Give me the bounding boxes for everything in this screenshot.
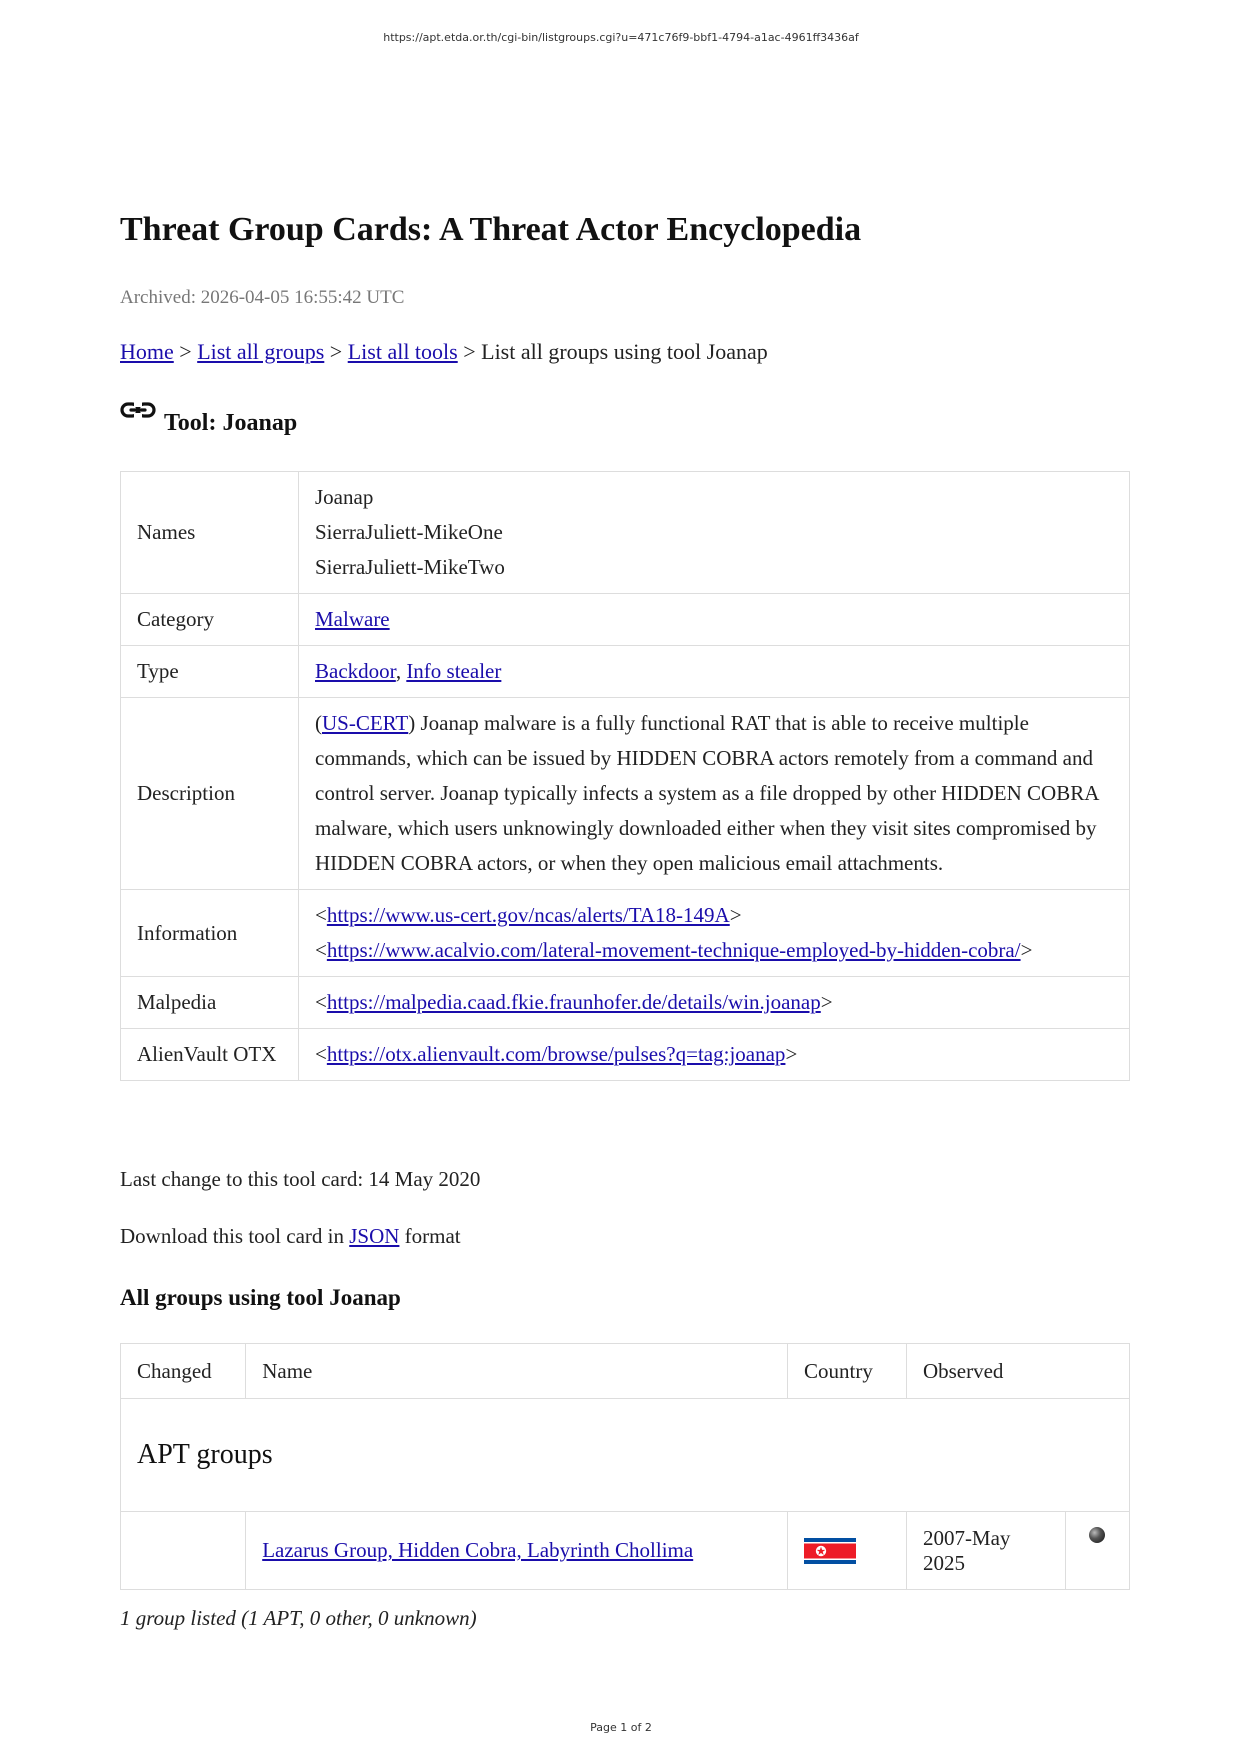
tool-card-table — [120, 471, 1130, 1081]
archived-timestamp: Archived: 2026-04-05 16:55:42 UTC — [120, 287, 405, 308]
description-source-link[interactable]: US-CERT — [322, 711, 409, 735]
information-link-us-cert[interactable]: https://www.us-cert.gov/ncas/alerts/TA18-149A — [326, 903, 730, 927]
description-row — [121, 698, 1130, 890]
type-info-stealer-link[interactable]: Info stealer — [406, 659, 502, 683]
breadcrumb-list-groups-link[interactable]: List all groups — [197, 339, 325, 364]
angle-open: < — [315, 903, 327, 927]
type-label: Type — [121, 646, 299, 698]
angle-close: > — [785, 1042, 798, 1066]
angle-open: < — [315, 990, 327, 1014]
angle-close: > — [729, 903, 742, 927]
breadcrumb-list-tools-link[interactable]: List all tools — [347, 339, 458, 364]
names-row — [121, 472, 1130, 594]
angle-open: < — [315, 938, 327, 962]
apt-section-heading: APT groups — [121, 1399, 1130, 1512]
download-line — [120, 1224, 461, 1249]
name-item: SierraJuliett-MikeOne — [315, 520, 503, 544]
otx-link[interactable]: https://otx.alienvault.com/browse/pulses?q=tag:joanap — [326, 1042, 786, 1066]
angle-close: > — [1020, 938, 1033, 962]
description-value — [299, 698, 1130, 890]
table-row — [121, 1512, 1130, 1590]
malpedia-label: Malpedia — [121, 977, 299, 1029]
row-status — [1065, 1512, 1129, 1590]
information-link-acalvio[interactable]: https://www.acalvio.com/lateral-movement-technique-employed-by-hidden-cobra/ — [326, 938, 1021, 962]
row-observed: 2007-May 2025 — [906, 1512, 1065, 1590]
page-footer: Page 1 of 2 — [590, 1721, 652, 1734]
otx-value — [299, 1029, 1130, 1081]
angle-open: < — [315, 1042, 327, 1066]
information-label: Information — [121, 890, 299, 977]
groups-header-row — [121, 1344, 1130, 1399]
groups-summary: 1 group listed (1 APT, 0 other, 0 unknown) — [120, 1606, 477, 1630]
type-value — [299, 646, 1130, 698]
breadcrumb — [120, 339, 768, 365]
malpedia-link[interactable]: https://malpedia.caad.fkie.fraunhofer.de/details/win.joanap — [326, 990, 821, 1014]
last-change-text: Last change to this tool card: 14 May 2020 — [120, 1167, 481, 1191]
type-separator: , — [395, 659, 407, 683]
north-korea-flag-icon — [804, 1538, 856, 1564]
name-item: SierraJuliett-MikeTwo — [315, 555, 505, 579]
header-observed: Observed — [906, 1344, 1129, 1399]
breadcrumb-home-link[interactable]: Home — [120, 339, 174, 364]
tool-heading-text: Tool: Joanap — [164, 410, 298, 436]
header-name: Name — [246, 1344, 788, 1399]
angle-close: > — [820, 990, 833, 1014]
category-row — [121, 594, 1130, 646]
row-changed — [121, 1512, 246, 1590]
names-value — [299, 472, 1130, 594]
type-row — [121, 646, 1130, 698]
page-title: Threat Group Cards: A Threat Actor Encyclopedia — [120, 211, 862, 248]
malpedia-value — [299, 977, 1130, 1029]
breadcrumb-current: > List all groups using tool Joanap — [457, 339, 768, 364]
description-text: ) Joanap malware is a fully functional RAT that is able to receive multiple commands, which can be issued by HIDDEN COBRA actors remotely from a command and control server. Joanap typically infects a system as a file dropped by other HIDDEN COBRA malware, which users unknowingly downloaded either when they visit sites compromised by HIDDEN COBRA actors, or when they open malicious email attachments. — [315, 711, 1099, 875]
breadcrumb-separator: > — [173, 339, 198, 364]
download-json-link[interactable]: JSON — [349, 1224, 400, 1248]
information-link-line — [315, 898, 1113, 933]
tool-heading — [120, 402, 297, 437]
category-malware-link[interactable]: Malware — [315, 607, 390, 631]
header-country: Country — [788, 1344, 907, 1399]
groups-heading: All groups using tool Joanap — [120, 1285, 401, 1310]
download-suffix: format — [399, 1224, 461, 1248]
malpedia-row — [121, 977, 1130, 1029]
otx-label: AlienVault OTX — [121, 1029, 299, 1081]
information-link-line — [315, 933, 1113, 968]
description-label: Description — [121, 698, 299, 890]
row-country — [788, 1512, 907, 1590]
otx-row — [121, 1029, 1130, 1081]
page-url: https://apt.etda.or.th/cgi-bin/listgroups.cgi?u=471c76f9-bbf1-4794-a1ac-4961ff3436af — [383, 31, 859, 44]
download-prefix: Download this tool card in — [120, 1224, 350, 1248]
header-changed: Changed — [121, 1344, 246, 1399]
category-label: Category — [121, 594, 299, 646]
status-dot-icon — [1089, 1527, 1105, 1543]
apt-section-row — [121, 1399, 1130, 1512]
description-open-paren: ( — [315, 711, 322, 735]
groups-table — [120, 1343, 1130, 1590]
group-name-link[interactable]: Lazarus Group, Hidden Cobra, Labyrinth Chollima — [262, 1538, 694, 1562]
names-label: Names — [121, 472, 299, 594]
link-icon — [120, 398, 156, 422]
type-backdoor-link[interactable]: Backdoor — [315, 659, 396, 683]
breadcrumb-separator: > — [324, 339, 348, 364]
category-value — [299, 594, 1130, 646]
information-row — [121, 890, 1130, 977]
name-item: Joanap — [315, 485, 374, 509]
information-value — [299, 890, 1130, 977]
row-name — [246, 1512, 788, 1590]
